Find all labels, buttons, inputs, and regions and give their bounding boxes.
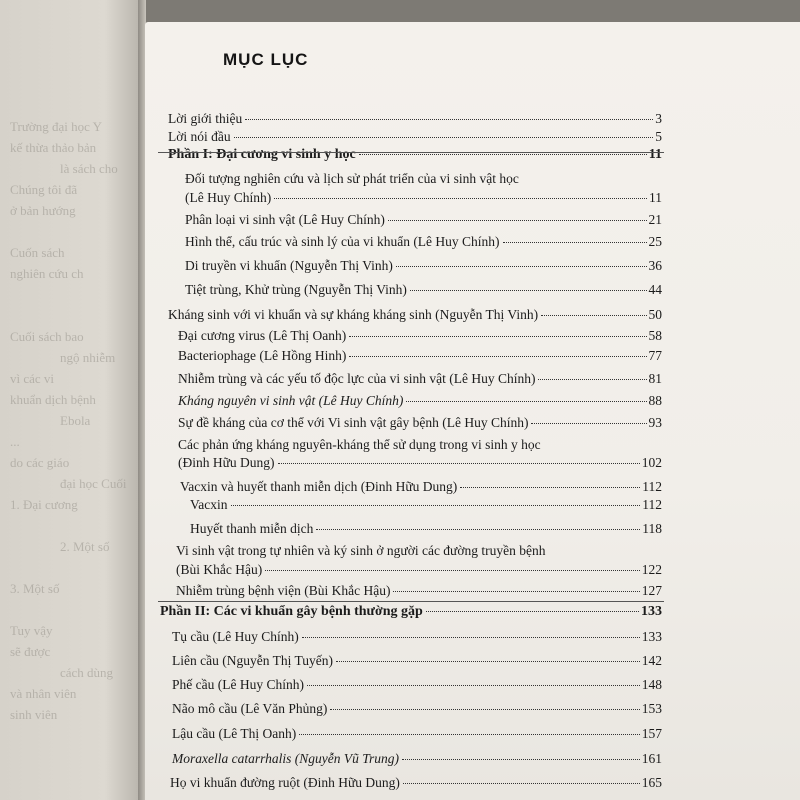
toc-page-number: 11 (648, 147, 662, 162)
toc-entry-title: Nhiễm trùng bệnh viện (Bùi Khắc Hậu) (176, 583, 391, 598)
left-page-line: vì các vi (10, 371, 55, 386)
toc-entry-title: Sự đề kháng của cơ thể với Vi sinh vật gây bệnh (Lê Huy Chính) (178, 415, 529, 430)
dot-leader (359, 154, 647, 155)
toc-entry-title: Lời nói đầu (168, 129, 231, 144)
toc-entry-title: Vi sinh vật trong tự nhiên và ký sinh ở người các đường truyền bệnh (176, 543, 546, 558)
toc-entry (172, 677, 662, 693)
toc-entry-author: (Đinh Hữu Dung) (178, 455, 275, 470)
dot-leader (541, 315, 646, 316)
toc-entry-title: Họ vi khuẩn đường ruột (Đinh Hữu Dung) (170, 775, 400, 790)
dot-leader (274, 198, 647, 199)
left-page-line: 3. Một số (10, 581, 60, 596)
left-page-line (0, 599, 138, 620)
toc-entry (185, 190, 662, 206)
toc-entry-title: Tiệt trùng, Khử trùng (Nguyễn Thị Vinh) (185, 282, 407, 297)
toc-page-number: 25 (648, 234, 662, 249)
toc-entry (185, 282, 662, 298)
dot-leader (531, 423, 646, 424)
toc-page-number: 81 (648, 371, 662, 386)
toc-entry-title: Đối tượng nghiên cứu và lịch sử phát triển của vi sinh vật học (185, 171, 519, 186)
toc-entry (185, 258, 662, 274)
toc-entry-author: (Bùi Khắc Hậu) (176, 562, 263, 577)
dot-leader (265, 570, 640, 571)
toc-title: MỤC LỤC (223, 50, 309, 69)
toc-entry-title: Di truyền vi khuẩn (Nguyễn Thị Vinh) (185, 258, 393, 273)
left-page-line: Ebola (60, 413, 91, 428)
toc-page-number: 93 (648, 415, 662, 430)
toc-page-number: 21 (648, 212, 662, 227)
toc-entry-title: Hình thể, cấu trúc và sinh lý của vi khuẩn (Lê Huy Chính) (185, 234, 500, 249)
toc-entry (172, 629, 662, 645)
toc-page-number: 118 (642, 521, 662, 536)
toc-entry-title: Lời giới thiệu (168, 111, 243, 126)
left-page-line: là sách cho (60, 161, 118, 176)
left-page-line: Chúng tôi đã (10, 182, 78, 197)
toc-entry (180, 479, 662, 495)
toc-entry (178, 348, 662, 364)
toc-entry-title: Vacxin (190, 497, 228, 512)
left-page-line: Tuy vậy (10, 623, 53, 638)
dot-leader (330, 709, 639, 710)
left-page-line: sẽ được (10, 644, 51, 659)
toc-entry-title: Kháng sinh với vi khuẩn và sự kháng kháng sinh (Nguyễn Thị Vinh) (168, 307, 539, 322)
toc-entry-title: Vacxin và huyết thanh miễn dịch (Đinh Hữu Dung) (180, 479, 458, 494)
toc-part-heading (160, 604, 662, 620)
dot-leader (299, 734, 640, 735)
toc-entry-title: Moraxella catarrhalis (Nguyễn Vũ Trung) (172, 751, 399, 766)
toc-page-number: 161 (641, 751, 662, 766)
toc-entry (172, 701, 662, 717)
toc-entry (178, 455, 662, 471)
left-page-line (0, 557, 138, 578)
left-page-line: ngộ nhiễm (60, 350, 116, 365)
toc-entry (185, 212, 662, 228)
toc-entry-title: Phần II: Các vi khuẩn gây bệnh thường gặp (160, 604, 423, 619)
dot-leader (278, 463, 640, 464)
left-page-line: 2. Một số (60, 539, 110, 554)
divider (158, 601, 664, 602)
dot-leader (538, 379, 646, 380)
toc-entry (178, 371, 662, 387)
dot-leader (426, 611, 639, 612)
toc-page-number: 142 (641, 653, 662, 668)
toc-entry-title: Phần I: Đại cương vi sinh y học (168, 147, 356, 162)
left-page-line (0, 305, 138, 326)
toc-page-number: 50 (648, 307, 662, 322)
left-page-line: kế thừa thảo bản (10, 140, 97, 155)
toc-entry-title: Não mô cầu (Lê Văn Phủng) (172, 701, 328, 716)
toc-entry (178, 415, 662, 431)
toc-entry-title: Phân loại vi sinh vật (Lê Huy Chính) (185, 212, 385, 227)
dot-leader (410, 290, 647, 291)
toc-page-number: 36 (648, 258, 662, 273)
left-page-line: sinh viên (10, 707, 58, 722)
dot-leader (234, 137, 654, 138)
toc-entry (178, 393, 662, 409)
left-page-line: do các giáo (10, 455, 70, 470)
left-page-line: đại học Cuối (60, 476, 127, 491)
toc-page-number: 133 (641, 629, 662, 644)
toc-part-heading (168, 147, 662, 163)
left-page-line (0, 284, 138, 305)
toc-entry-title: Huyết thanh miễn dịch (190, 521, 314, 536)
toc-page-number: 102 (641, 455, 662, 470)
toc-page-number: 112 (642, 479, 662, 494)
toc-entry-title: Nhiễm trùng và các yếu tố độc lực của vi sinh vật (Lê Huy Chính) (178, 371, 536, 386)
left-page (0, 0, 140, 800)
left-page-text (0, 95, 138, 725)
toc-entry (190, 497, 662, 513)
toc-entry (176, 583, 662, 599)
toc-page-number: 153 (641, 701, 662, 716)
dot-leader (245, 119, 653, 120)
left-page-line (0, 95, 138, 116)
dot-leader (231, 505, 641, 506)
toc-page-number: 3 (655, 111, 662, 126)
toc-entry (176, 562, 662, 578)
dot-leader (403, 783, 640, 784)
left-page-line: và nhân viên (10, 686, 77, 701)
toc-page-number: 88 (648, 393, 662, 408)
dot-leader (406, 401, 646, 402)
left-page-line: Trường đại học Y (10, 119, 103, 134)
toc-entry-title: Phế cầu (Lê Huy Chính) (172, 677, 304, 692)
dot-leader (393, 591, 639, 592)
left-page-line: nghiên cứu ch (10, 266, 84, 281)
toc-page-number: 44 (648, 282, 662, 297)
toc-entry-title: Tụ cầu (Lê Huy Chính) (172, 629, 299, 644)
dot-leader (336, 661, 640, 662)
dot-leader (316, 529, 640, 530)
toc-entry (172, 751, 662, 767)
left-page-line: ở bản hướng (10, 203, 76, 218)
toc-entry (185, 234, 662, 250)
toc-page-number: 157 (641, 726, 662, 741)
toc-entry-author: (Lê Huy Chính) (185, 190, 272, 205)
toc-entry (168, 111, 662, 127)
left-page-line (0, 515, 138, 536)
dot-leader (349, 336, 646, 337)
dot-leader (349, 356, 646, 357)
toc-entry-title: Bacteriophage (Lê Hồng Hinh) (178, 348, 347, 363)
toc-entry-title: Đại cương virus (Lê Thị Oanh) (178, 328, 347, 343)
left-page-line: Cuốn sách (10, 245, 65, 260)
toc-page-number: 127 (641, 583, 662, 598)
toc-page-number: 165 (641, 775, 662, 790)
dot-leader (388, 220, 647, 221)
dot-leader (503, 242, 647, 243)
dot-leader (402, 759, 640, 760)
toc-entry (168, 129, 662, 145)
left-page-line: 1. Đại cương (10, 497, 78, 512)
toc-entry (170, 775, 662, 791)
toc-entry (168, 307, 662, 323)
divider (158, 152, 664, 153)
toc-page-number: 148 (641, 677, 662, 692)
dot-leader (460, 487, 640, 488)
toc-entry-title: Kháng nguyên vi sinh vật (Lê Huy Chính) (178, 393, 404, 408)
toc-page-number: 133 (641, 604, 662, 619)
toc-page-number: 11 (649, 190, 662, 205)
dot-leader (307, 685, 640, 686)
toc-entry-title: Các phản ứng kháng nguyên-kháng thể sử dụng trong vi sinh y học (178, 437, 541, 452)
toc-entry-title: Liên cầu (Nguyễn Thị Tuyến) (172, 653, 333, 668)
toc-entry-title: Lậu cầu (Lê Thị Oanh) (172, 726, 297, 741)
toc-page-number: 77 (648, 348, 662, 363)
toc-page-number: 58 (648, 328, 662, 343)
toc-entry (172, 653, 662, 669)
toc-entry (172, 726, 662, 742)
dot-leader (396, 266, 647, 267)
toc-entry (190, 521, 662, 537)
left-page-line: ... (10, 434, 20, 449)
dot-leader (302, 637, 640, 638)
left-page-line: khuẩn dịch bệnh (10, 392, 96, 407)
left-page-line: Cuối sách bao (10, 329, 84, 344)
toc-page-number: 5 (655, 129, 662, 144)
toc-entry (178, 328, 662, 344)
left-page-line (0, 221, 138, 242)
toc-page-number: 112 (642, 497, 662, 512)
toc-page-number: 122 (641, 562, 662, 577)
left-page-line: cách dùng (60, 665, 114, 680)
